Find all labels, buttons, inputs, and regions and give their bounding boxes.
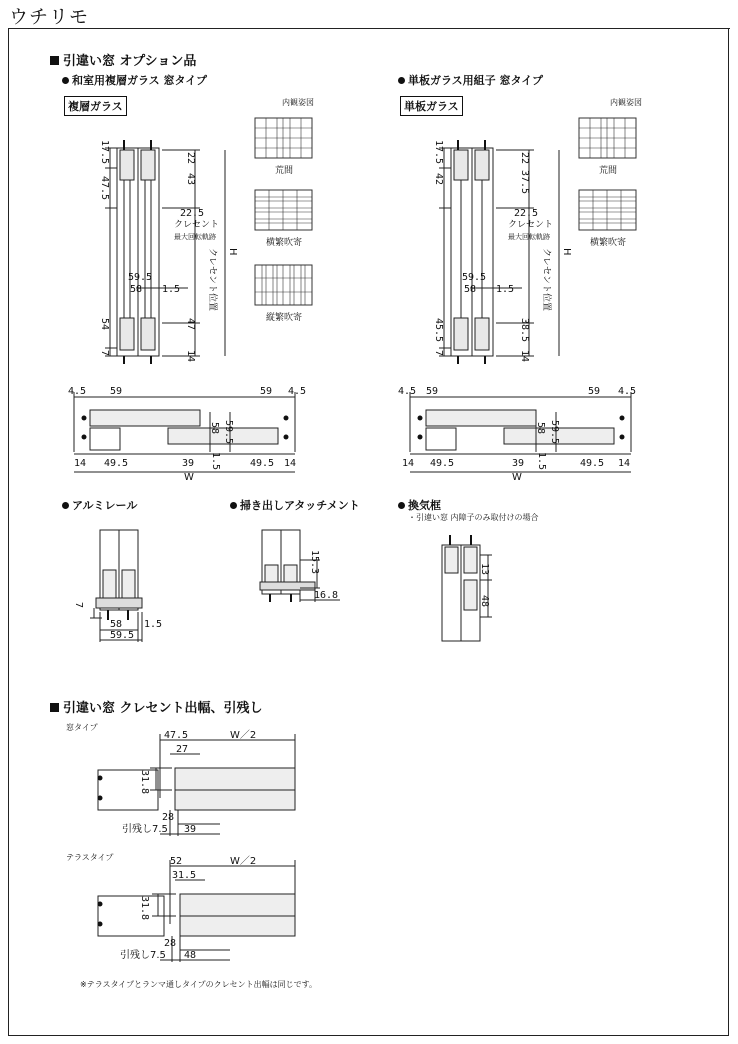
dim-text: 14 xyxy=(519,350,530,363)
dim-text: 59.5 xyxy=(462,272,487,283)
right-box-label: 単板ガラス xyxy=(400,96,463,116)
dim-text: 48 xyxy=(479,595,490,608)
dim-text: 14 xyxy=(402,458,415,469)
dot-bullet-icon xyxy=(62,77,69,84)
window-type-label: 窓タイプ xyxy=(66,723,98,732)
terrace-type-label: テラスタイプ xyxy=(66,853,114,862)
left-plan-section xyxy=(60,382,310,482)
dim-text: 39 xyxy=(184,824,197,835)
dim-text: 1.5 xyxy=(210,452,221,471)
dot-bullet-icon xyxy=(398,502,405,509)
footnote: ※テラスタイプとランマ通しタイプのクレセント出幅は同じです。 xyxy=(80,980,318,989)
dim-text: 17.5 xyxy=(99,140,110,165)
dim-text: 49.5 xyxy=(104,458,129,469)
dim-text: 14 xyxy=(74,458,87,469)
dim-text: W／2 xyxy=(230,856,257,867)
dim-text: 14 xyxy=(185,350,196,363)
dim-text: 59 xyxy=(110,386,123,397)
dim-text: 39 xyxy=(182,458,195,469)
left-subtitle xyxy=(62,72,207,88)
dim-text: 49.5 xyxy=(430,458,455,469)
W-label: W xyxy=(512,472,522,482)
dim-text: 43 xyxy=(185,173,196,186)
dot-bullet-icon xyxy=(62,502,69,509)
dim-text: 1.5 xyxy=(144,619,163,630)
dim-text: 1.5 xyxy=(536,452,547,471)
vent-frame-drawing xyxy=(430,525,510,643)
thumb-grids xyxy=(254,115,314,325)
dim-text: 引残し7.5 xyxy=(120,950,166,961)
rotation-label: 最大回転軌跡 xyxy=(508,233,550,241)
dim-text: 31.8 xyxy=(139,770,150,795)
section1-title xyxy=(50,50,196,69)
dim-text: 47.5 xyxy=(99,176,110,201)
dim-text: 52 xyxy=(170,856,183,867)
dim-text: 1.5 xyxy=(162,284,181,295)
left-thumbs xyxy=(254,115,314,329)
dim-text: 39 xyxy=(512,458,525,469)
left-view-label: 内観姿図 xyxy=(282,98,314,107)
dim-text: 7 xyxy=(99,350,110,357)
dot-bullet-icon xyxy=(230,502,237,509)
sweep-attachment-drawing xyxy=(250,520,350,610)
page-title: ウチリモ xyxy=(9,6,90,28)
dim-text: 4.5 xyxy=(398,386,417,397)
dim-text: 31.5 xyxy=(172,870,197,881)
dim-text: 15.3 xyxy=(309,550,320,575)
W-label: W xyxy=(184,472,194,482)
dim-text: 31.8 xyxy=(139,896,150,921)
section2-title xyxy=(50,697,263,716)
section2-title-text: 引違い窓 クレセント出幅、引残し xyxy=(63,701,263,716)
dim-text: W／2 xyxy=(230,730,257,741)
dim-text: 47 xyxy=(185,318,196,331)
left-box-label: 複層ガラス xyxy=(64,96,127,116)
dim-text: 37.5 xyxy=(519,170,530,195)
dim-text: 16.8 xyxy=(314,590,339,601)
dim-text: 58 xyxy=(110,619,123,630)
dim-text: 59.5 xyxy=(110,630,135,641)
left-subtitle-text: 和室用複層ガラス 窓タイプ xyxy=(72,74,207,87)
right-view-label: 内観姿図 xyxy=(610,98,642,107)
right-plan-section xyxy=(396,382,646,482)
thumb-label: 荒間 xyxy=(599,166,618,176)
dim-text: 59 xyxy=(260,386,273,397)
dim-text: 59.5 xyxy=(128,272,153,283)
dim-text: 22 xyxy=(185,152,196,165)
dim-text: 45.5 xyxy=(433,318,444,343)
dim-text: 42 xyxy=(433,173,444,186)
dim-text: 14 xyxy=(284,458,297,469)
H-label: H xyxy=(227,248,238,256)
dim-text: 59.5 xyxy=(549,420,560,445)
dim-text: 4.5 xyxy=(288,386,307,397)
aluminum-rail-title xyxy=(62,497,137,513)
dim-text: 59.5 xyxy=(223,420,234,445)
sweep-attachment-title xyxy=(230,497,360,513)
dim-text: 58 xyxy=(464,284,477,295)
H-label: H xyxy=(561,248,572,256)
dim-text: 49.5 xyxy=(250,458,275,469)
dim-text: 13 xyxy=(479,563,490,576)
dim-text: 58 xyxy=(130,284,143,295)
right-vertical-section xyxy=(414,128,574,368)
dim-text: 7 xyxy=(73,602,84,609)
dim-text: 1.5 xyxy=(496,284,515,295)
dim-text: 7 xyxy=(433,350,444,357)
left-vertical-section xyxy=(80,128,240,368)
window-type-drawing xyxy=(80,728,310,838)
dim-text: 28 xyxy=(162,812,175,823)
dim-text: 48 xyxy=(184,950,197,961)
dim-text: 22.5 xyxy=(180,208,205,219)
crescent-label: クレセント xyxy=(508,220,554,230)
thumb-label: 縦繁吹寄 xyxy=(266,313,303,323)
dim-text: 38.5 xyxy=(519,318,530,343)
dim-text: 22.5 xyxy=(514,208,539,219)
dim-text: 47.5 xyxy=(164,730,189,741)
dim-text: 引残し7.5 xyxy=(122,824,168,835)
dim-text: 54 xyxy=(99,318,110,331)
aluminum-rail-drawing xyxy=(72,520,182,645)
right-thumbs xyxy=(578,115,638,248)
dim-text: 17.5 xyxy=(433,140,444,165)
dim-text: 59 xyxy=(426,386,439,397)
dim-text: 58 xyxy=(535,422,546,435)
crescent-label: クレセント xyxy=(174,220,220,230)
square-bullet-icon xyxy=(50,703,59,712)
aluminum-rail-label: アルミレール xyxy=(72,499,138,512)
section1-title-text: 引違い窓 オプション品 xyxy=(63,54,197,69)
dim-text: 14 xyxy=(618,458,631,469)
rotation-label: 最大回転軌跡 xyxy=(174,233,216,241)
dim-text: 58 xyxy=(209,422,220,435)
dim-text: 27 xyxy=(176,744,189,755)
right-subtitle xyxy=(398,72,543,88)
right-subtitle-text: 単板ガラス用組子 窓タイプ xyxy=(408,74,543,87)
vent-frame-label: 換気框 xyxy=(408,499,441,512)
terrace-type-drawing xyxy=(80,854,310,966)
dim-text: 4.5 xyxy=(618,386,637,397)
crescent-position-label: クレセント位置 xyxy=(541,248,551,312)
dim-text: 4.5 xyxy=(68,386,87,397)
vent-frame-note: ・引違い窓 内障子のみ取付けの場合 xyxy=(408,513,539,522)
vent-frame-title xyxy=(398,497,441,513)
dim-text: 28 xyxy=(164,938,177,949)
dim-text: 22 xyxy=(519,152,530,165)
sweep-attachment-label: 掃き出しアタッチメント xyxy=(240,499,360,512)
crescent-position-label: クレセント位置 xyxy=(207,248,217,312)
dim-text: 59 xyxy=(588,386,601,397)
dim-text: 49.5 xyxy=(580,458,605,469)
thumb-label: 横繁吹寄 xyxy=(590,238,627,248)
dot-bullet-icon xyxy=(398,77,405,84)
square-bullet-icon xyxy=(50,56,59,65)
thumb-label: 荒間 xyxy=(275,166,294,176)
thumb-label: 横繁吹寄 xyxy=(266,238,303,248)
